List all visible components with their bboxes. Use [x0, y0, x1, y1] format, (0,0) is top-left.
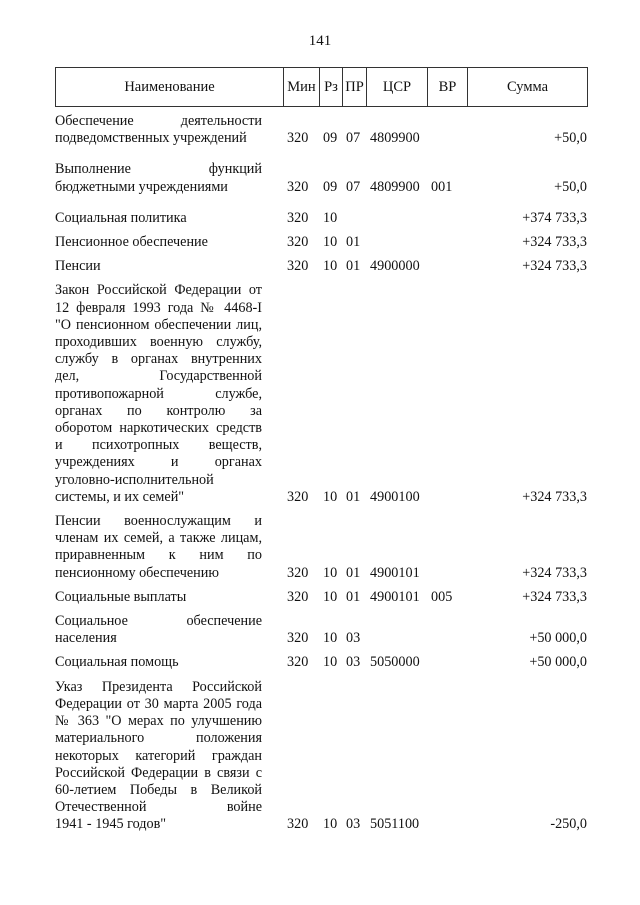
row-pr: 01	[346, 258, 361, 275]
header-csr: ЦСР	[367, 68, 428, 106]
row-rz: 10	[323, 816, 338, 833]
row-name-line: органах по контролю за	[55, 402, 262, 419]
row-name-line: Закон Российской Федерации от	[55, 282, 262, 299]
row-min: 320	[287, 588, 309, 605]
row-sum: +50,0	[554, 178, 587, 195]
row-min: 320	[287, 258, 309, 275]
row-name-line: населения	[55, 630, 117, 647]
row-pr: 07	[346, 178, 361, 195]
row-name-line: Обеспечение деятельности	[55, 113, 262, 129]
row-sum: +50 000,0	[529, 654, 587, 671]
row-name-line: системы, и их семей"	[55, 488, 185, 505]
row-csr: 4900101	[370, 564, 420, 581]
row-rz: 10	[323, 654, 338, 671]
header-rz: Рз	[320, 68, 343, 106]
row-vr: 001	[431, 178, 453, 195]
row-name-line: Пенсионное обеспечение	[55, 234, 208, 251]
row-name-line: Российской Федерации в связи с	[55, 764, 262, 781]
row-name-line: № 363 "О мерах по улучшению	[55, 713, 262, 730]
row-name-line: Социальная политика	[55, 209, 187, 226]
table-header	[55, 67, 588, 107]
row-rz: 09	[323, 178, 338, 195]
row-name-line: Социальное обеспечение	[55, 613, 262, 630]
row-name	[55, 258, 262, 275]
header-min: Мин	[284, 68, 320, 106]
row-min: 320	[287, 178, 309, 195]
row-name-line: Указ Президента Российской	[55, 678, 262, 695]
row-name-line: Социальные выплаты	[55, 588, 187, 605]
row-name-line: проходивших военную службу,	[55, 334, 262, 351]
row-pr: 01	[346, 488, 361, 505]
table-row	[55, 282, 588, 506]
row-name-line: Отечественной войне	[55, 799, 262, 816]
row-pr: 03	[346, 654, 361, 671]
row-csr: 4809900	[370, 178, 420, 195]
table-row	[55, 210, 588, 227]
row-sum: +374 733,3	[522, 209, 587, 226]
row-name-line: приравненным к ним по	[55, 547, 262, 564]
table-row	[55, 613, 588, 647]
header-vr: ВР	[428, 68, 468, 106]
row-name	[55, 589, 262, 606]
header-name: Наименование	[56, 68, 284, 106]
row-name-line: Выполнение функций	[55, 161, 262, 178]
row-sum: +324 733,3	[522, 488, 587, 505]
row-name	[55, 679, 262, 834]
row-name-line: бюджетными учреждениями	[55, 178, 228, 195]
row-pr: 03	[346, 630, 361, 647]
row-name-line: некоторых категорий граждан	[55, 747, 262, 764]
header-sum: Сумма	[506, 78, 549, 95]
table-row	[55, 513, 588, 582]
row-sum: +324 733,3	[522, 234, 587, 251]
header-pr: ПР	[343, 68, 367, 106]
row-name-line: Пенсии	[55, 258, 101, 275]
row-name	[55, 613, 262, 647]
row-name-line: Пенсии военнослужащим и	[55, 513, 262, 530]
row-name	[55, 654, 262, 671]
row-pr: 01	[346, 234, 361, 251]
row-csr: 4900101	[370, 588, 420, 605]
row-name-line: 1941 - 1945 годов"	[55, 816, 167, 833]
row-sum: +50 000,0	[529, 630, 587, 647]
row-sum: -250,0	[550, 816, 587, 833]
row-sum: +324 733,3	[522, 588, 587, 605]
row-name-line: оборотом наркотических средств	[55, 420, 262, 437]
row-name	[55, 113, 262, 147]
row-min: 320	[287, 654, 309, 671]
row-name-line: 60-летием Победы в Великой	[55, 781, 262, 798]
row-pr: 07	[346, 130, 361, 147]
table-row	[55, 161, 588, 195]
table-row	[55, 113, 588, 147]
row-name-line: "О пенсионном обеспечении лиц,	[55, 316, 262, 333]
row-csr: 5050000	[370, 654, 420, 671]
row-min: 320	[287, 564, 309, 581]
row-name	[55, 282, 262, 506]
row-rz: 10	[323, 588, 338, 605]
table-body	[55, 113, 588, 834]
row-pr: 01	[346, 564, 361, 581]
row-csr: 4900000	[370, 258, 420, 275]
row-pr: 01	[346, 588, 361, 605]
row-sum: +324 733,3	[522, 258, 587, 275]
row-name-line: противопожарной службе,	[55, 385, 262, 402]
table-row	[55, 679, 588, 834]
row-vr: 005	[431, 588, 453, 605]
row-csr: 5051100	[370, 816, 420, 833]
row-rz: 10	[323, 234, 338, 251]
row-name-line: 12 февраля 1993 года № 4468-I	[55, 299, 262, 316]
row-csr: 4900100	[370, 488, 420, 505]
row-name	[55, 210, 262, 227]
row-name-line: Социальная помощь	[55, 654, 179, 671]
page-number: 141	[308, 33, 332, 49]
table-row	[55, 234, 588, 251]
row-rz: 10	[323, 488, 338, 505]
row-sum: +50,0	[554, 130, 587, 147]
row-min: 320	[287, 209, 309, 226]
table-row	[55, 258, 588, 275]
row-name	[55, 234, 262, 251]
row-name-line: Федерации от 30 марта 2005 года	[55, 695, 262, 712]
table-row	[55, 654, 588, 671]
row-min: 320	[287, 234, 309, 251]
row-name-line: службу в органах внутренних	[55, 351, 262, 368]
row-min: 320	[287, 488, 309, 505]
row-sum: +324 733,3	[522, 564, 587, 581]
row-min: 320	[287, 816, 309, 833]
row-name-line: уголовно-исполнительной	[55, 471, 214, 488]
row-name-line: членам их семей, а также лицам,	[55, 530, 262, 547]
row-name-line: дел, Государственной	[55, 368, 262, 385]
row-name-line: подведомственных учреждений	[55, 130, 247, 147]
row-name-line: и психотропных веществ,	[55, 437, 262, 454]
row-name	[55, 513, 262, 582]
row-min: 320	[287, 130, 309, 147]
row-rz: 10	[323, 209, 338, 226]
row-name	[55, 161, 262, 195]
row-min: 320	[287, 630, 309, 647]
row-pr: 03	[346, 816, 361, 833]
row-name-line: материального положения	[55, 730, 262, 747]
table-row	[55, 589, 588, 606]
row-rz: 10	[323, 630, 338, 647]
row-csr: 4809900	[370, 130, 420, 147]
row-name-line: пенсионному обеспечению	[55, 564, 219, 581]
row-name-line: учреждениях и органах	[55, 454, 262, 471]
row-rz: 10	[323, 258, 338, 275]
row-rz: 10	[323, 564, 338, 581]
row-rz: 09	[323, 130, 338, 147]
